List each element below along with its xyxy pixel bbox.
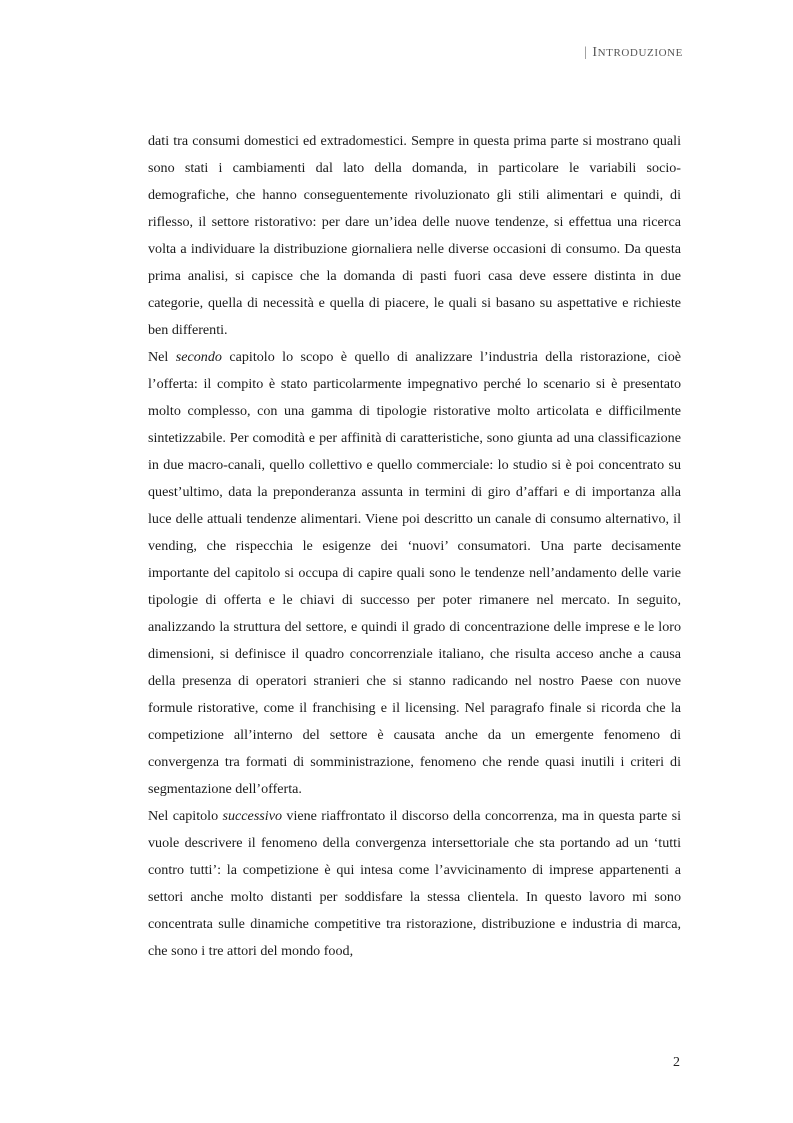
paragraph-emphasis: successivo [222, 808, 283, 824]
paragraph [148, 803, 681, 965]
paragraph-text: viene riaffrontato il discorso della concorrenza, ma in questa parte si vuole descrivere il fenomeno della convergenza intersettoriale che sta portando ad un ‘tutti contro tutti’: la competizione è qui intesa come l’avvicinamento di imprese appartenenti a settori anche molto distanti per soddisfare la stessa clientela. In questo lavoro mi sono concentrata sulle dinamiche competitive tra ristorazione, distribuzione e industria di marca, che sono i tre attori del mondo food, [148, 808, 681, 959]
paragraph [148, 344, 681, 803]
paragraph-text: Nel capitolo [148, 808, 223, 824]
paragraph-text: dati tra consumi domestici ed extradomestici. Sempre in questa prima parte si mostrano quali sono stati i cambiamenti dal lato della domanda, in particolare le variabili socio-demografiche, che hanno conseguentemente rivoluzionato gli stili alimentari e quindi, di riflesso, il settore ristorativo: per dare un’idea delle nuove tendenze, si effettua una ricerca volta a individuare la distribuzione giornaliera nelle diverse occasioni di consumo. Da questa prima analisi, si capisce che la domanda di pasti fuori casa deve essere distinta in due categorie, quella di necessità e quella di piacere, le quali si basano su aspettative e richieste ben differenti. [148, 133, 681, 338]
running-header [584, 44, 683, 61]
paragraph-text: capitolo lo scopo è quello di analizzare l’industria della ristorazione, cioè l’offerta: il compito è stato particolarmente impegnativo perché lo scenario si è presentato molto complesso, con una gamma di tipologie ristorative molto articolata e difficilmente sintetizzabile. Per comodità e per affinità di caratteristiche, sono giunta ad una classificazione in due macro-canali, quello collettivo e quello commerciale: lo studio si è poi concentrato su quest’ultimo, data la preponderanza assunta in termini di giro d’affari e di importanza alla luce delle attuali tendenze alimentari. Viene poi descritto un canale di consumo alternativo, il vending, che rispecchia le esigenze dei ‘nuovi’ consumatori. Una parte decisamente importante del capitolo si occupa di capire quali sono le tendenze nell’andamento delle varie tipologie di offerta e le chiavi di successo per poter rimanere nel mercato. In seguito, analizzando la struttura del settore, e quindi il grado di concentrazione delle imprese e le loro dimensioni, si definisce il quadro concorrenziale italiano, che risulta acceso anche a causa della presenza di operatori stranieri che si stanno radicando nel nostro Paese con nuove formule ristorative, come il franchising e il licensing. Nel paragrafo finale si ricorda che la competizione all’interno del settore è causata anche da un emergente fenomeno di convergenza tra formati di somministrazione, fenomeno che rende quasi inutili i criteri di segmentazione dell’offerta. [148, 349, 681, 797]
page-number: 2 [673, 1055, 680, 1070]
body-text [148, 128, 681, 965]
paragraph [148, 128, 681, 344]
paragraph-emphasis: secondo [175, 349, 222, 365]
header-title-rest: NTRODUZIONE [597, 47, 683, 59]
header-separator: | [584, 44, 588, 59]
header-title-initial: I [592, 45, 598, 60]
paragraph-text: Nel [148, 349, 176, 365]
